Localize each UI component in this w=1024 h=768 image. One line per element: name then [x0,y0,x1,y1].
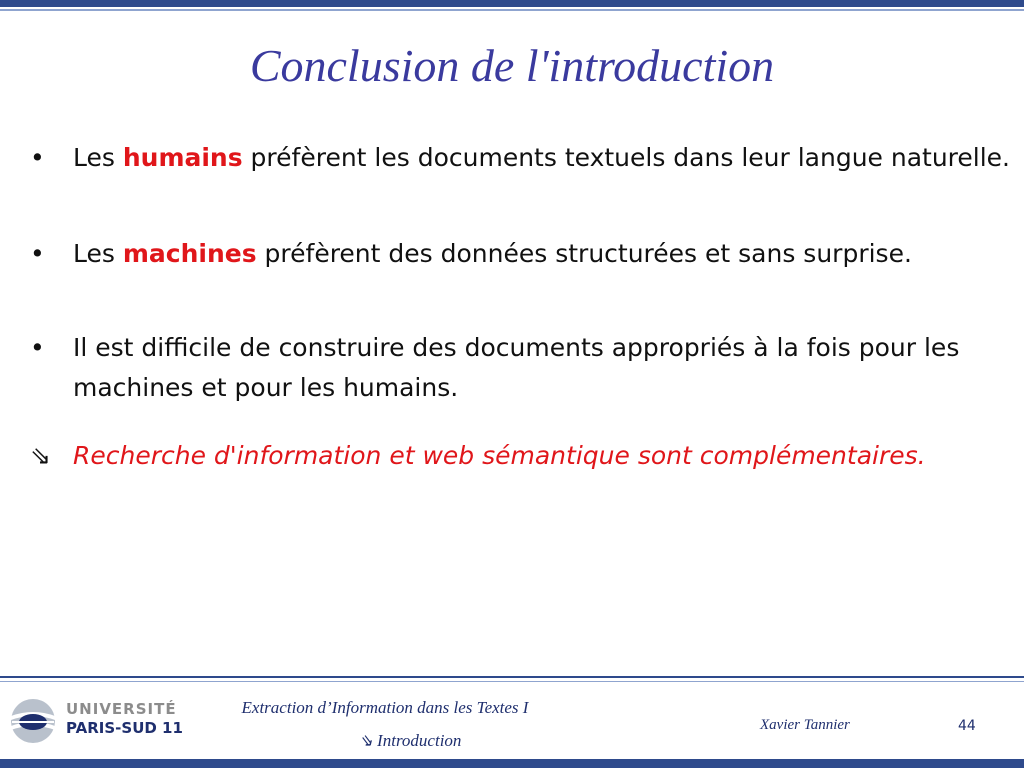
logo-text-paris-sud: PARIS-SUD 11 [66,719,183,737]
highlight-word: machines [122,239,257,268]
top-border-line [0,9,1024,11]
bullet-text: préfèrent les documents textuels dans leur langue naturelle. [242,143,1011,172]
conclusion-text: Recherche d'information et web sémantique sont complémentaires. [73,441,926,470]
conclusion-line [30,436,1015,476]
highlight-word: humains [122,143,243,172]
bullet-item [30,234,1015,274]
page-number: 44 [958,718,976,734]
globe-icon [8,696,58,746]
slide-body [30,138,1015,501]
bullet-text: Il est difficile de construire des documents appropriés à la fois pour les machines et pour les humains. [73,333,960,402]
footer-border-line-thin [0,681,1024,682]
bullet-item [30,328,1015,408]
footer-course-title: Extraction d’Information dans les Textes I [241,698,529,717]
university-logo [8,694,183,748]
bullet-item [30,138,1015,178]
footer-author: Xavier Tannier [760,717,850,733]
top-border-bar [0,0,1024,7]
logo-text-universite: UNIVERSITÉ [66,700,177,718]
bullet-marker: • [30,239,45,268]
bullet-text: préfèrent des données structurées et sans surprise. [256,239,912,268]
footer-border-line [0,676,1024,678]
footer-section-title: ⇘ Introduction [358,731,462,750]
slide-title: Conclusion de l'introduction [249,40,775,91]
bullet-marker: • [30,333,45,362]
bullet-marker: • [30,143,45,172]
arrow-icon: ⇘ [30,441,51,470]
bullet-text: Les [73,239,123,268]
bullet-text: Les [73,143,123,172]
bottom-border-bar [0,759,1024,768]
